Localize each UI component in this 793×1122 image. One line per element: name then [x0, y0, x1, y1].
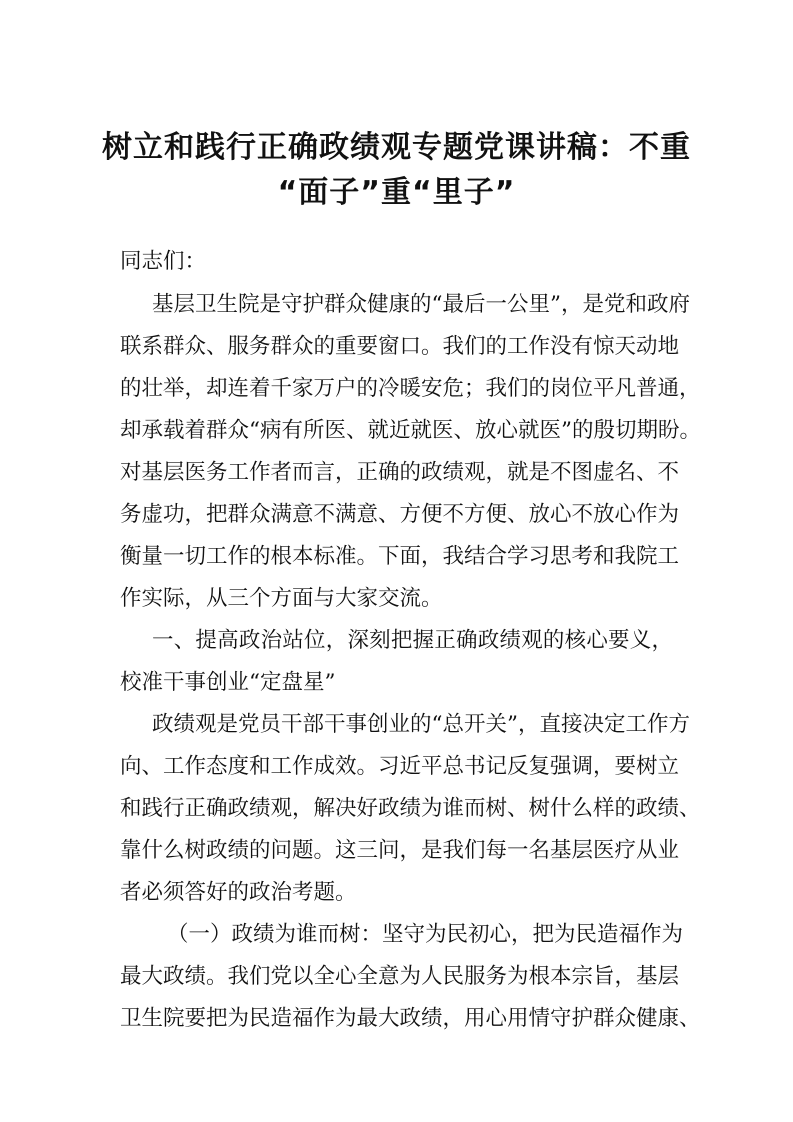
section-heading-line: 一、提高政治站位，深刻把握正确政绩观的核心要义， [152, 628, 673, 653]
paragraph-line: 最大政绩。我们党以全心全意为人民服务为根本宗旨，基层 [120, 964, 680, 989]
paragraph-line: 却承载着群众“病有所医、就近就医、放心就医”的殷切期盼。 [120, 418, 701, 443]
paragraph-line: 衡量一切工作的根本标准。下面，我结合学习思考和我院工 [120, 544, 680, 569]
paragraph-line: 作实际，从三个方面与大家交流。 [120, 586, 443, 611]
paragraph-line: 靠什么树政绩的问题。这三问，是我们每一名基层医疗从业 [120, 838, 680, 863]
paragraph-line: 者必须答好的政治考题。 [120, 880, 357, 905]
paragraph-line: 的壮举，却连着千家万户的冷暖安危；我们的岗位平凡普通， [120, 376, 701, 401]
paragraph-line: 联系群众、服务群众的重要窗口。我们的工作没有惊天动地 [120, 334, 680, 359]
subsection-line: （一）政绩为谁而树：坚守为民初心，把为民造福作为 [167, 922, 684, 947]
paragraph-line: 务虚功，把群众满意不满意、方便不方便、放心不放心作为 [120, 502, 680, 527]
paragraph-line: 和践行正确政绩观，解决好政绩为谁而树、树什么样的政绩、 [120, 796, 701, 821]
paragraph-line: 向、工作态度和工作成效。习近平总书记反复强调，要树立 [120, 754, 680, 779]
paragraph-line: 卫生院要把为民造福作为最大政绩，用心用情守护群众健康、 [120, 1006, 701, 1031]
section-heading-line: 校准干事创业“定盘星” [120, 670, 336, 695]
document-title-line-1: 树立和践行正确政绩观专题党课讲稿：不重 [102, 130, 691, 165]
document-title-line-2: “面子”重“里子” [277, 175, 516, 210]
paragraph-line: 对基层医务工作者而言，正确的政绩观，就是不图虚名、不 [120, 460, 680, 485]
salutation: 同志们： [120, 249, 207, 274]
paragraph-line: 政绩观是党员干部干事创业的“总开关”，直接决定工作方 [152, 712, 690, 737]
paragraph-line: 基层卫生院是守护群众健康的“最后一公里”，是党和政府 [152, 292, 690, 317]
